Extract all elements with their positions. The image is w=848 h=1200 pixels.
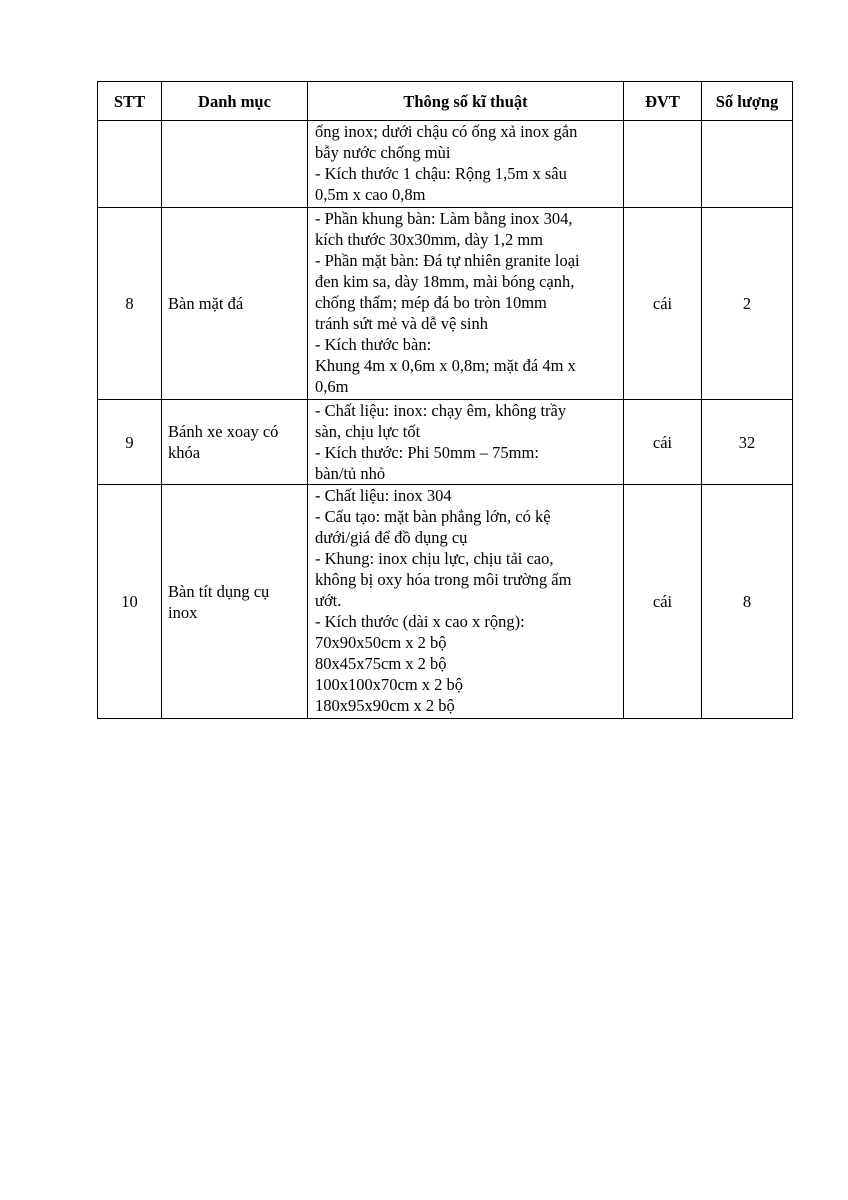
spec-line: - Kích thước (dài x cao x rộng):: [315, 612, 525, 631]
cell-category: [162, 121, 308, 208]
spec-line: - Phần khung bàn: Làm bằng inox 304,: [315, 209, 573, 228]
spec-line: - Kích thước 1 chậu: Rộng 1,5m x sâu: [315, 164, 567, 183]
spec-line: 0,6m: [315, 377, 349, 396]
spec-line: 100x100x70cm x 2 bộ: [315, 675, 464, 694]
spec-line: - Kích thước bàn:: [315, 335, 432, 354]
header-unit: ĐVT: [624, 82, 702, 121]
cell-stt: 9: [98, 400, 162, 485]
cell-stt: 8: [98, 208, 162, 400]
header-quantity: Số lượng: [702, 82, 793, 121]
cell-quantity: [702, 121, 793, 208]
cell-unit: cái: [624, 208, 702, 400]
spec-line: - Cấu tạo: mặt bàn phẳng lớn, có kệ: [315, 507, 551, 526]
spec-line: - Phần mặt bàn: Đá tự nhiên granite loại: [315, 251, 580, 270]
spec-line: bàn/tủ nhỏ: [315, 464, 386, 483]
table-header-row: [98, 82, 793, 121]
spec-line: - Khung: inox chịu lực, chịu tải cao,: [315, 549, 554, 568]
spec-line: tránh sứt mẻ và dễ vệ sinh: [315, 314, 488, 333]
cell-spec: [308, 121, 624, 208]
spec-line: không bị oxy hóa trong môi trường ẩm: [315, 570, 572, 589]
spec-line: - Kích thước: Phi 50mm – 75mm:: [315, 443, 539, 462]
cell-spec: [308, 400, 624, 485]
cell-stt: [98, 121, 162, 208]
spec-line: - Chất liệu: inox: chạy êm, không trầy: [315, 401, 567, 420]
cell-quantity: 8: [702, 485, 793, 719]
table-row: [98, 485, 793, 719]
cell-unit: cái: [624, 485, 702, 719]
cell-stt: 10: [98, 485, 162, 719]
spec-line: kích thước 30x30mm, dày 1,2 mm: [315, 230, 544, 249]
spec-line: sàn, chịu lực tốt: [315, 422, 421, 441]
spec-line: 0,5m x cao 0,8m: [315, 185, 426, 204]
spec-line: 180x95x90cm x 2 bộ: [315, 696, 455, 715]
cell-unit: [624, 121, 702, 208]
header-spec: Thông số kĩ thuật: [308, 82, 624, 121]
cell-quantity: 2: [702, 208, 793, 400]
equipment-spec-table: [97, 81, 793, 719]
cell-spec: [308, 208, 624, 400]
cell-quantity: 32: [702, 400, 793, 485]
header-stt: STT: [98, 82, 162, 121]
spec-line: ướt.: [315, 591, 342, 610]
cell-spec: [308, 485, 624, 719]
spec-line: 80x45x75cm x 2 bộ: [315, 654, 447, 673]
table-row: [98, 400, 793, 485]
table-row: [98, 121, 793, 208]
spec-line: ống inox; dưới chậu có ống xả inox gắn: [315, 122, 578, 141]
header-category: Danh mục: [162, 82, 308, 121]
spec-line: - Chất liệu: inox 304: [315, 486, 452, 505]
cell-unit: cái: [624, 400, 702, 485]
cell-category: Bàn mặt đá: [162, 208, 308, 400]
spec-line: bẫy nước chống mùi: [315, 143, 451, 162]
table-row: [98, 208, 793, 400]
spec-line: 70x90x50cm x 2 bộ: [315, 633, 447, 652]
cell-category: Bánh xe xoay có khóa: [162, 400, 308, 485]
spec-line: đen kim sa, dày 18mm, mài bóng cạnh,: [315, 272, 575, 291]
spec-line: Khung 4m x 0,6m x 0,8m; mặt đá 4m x: [315, 356, 576, 375]
cell-category: Bàn tít dụng cụ inox: [162, 485, 308, 719]
spec-line: chống thấm; mép đá bo tròn 10mm: [315, 293, 547, 312]
spec-line: dưới/giá để đồ dụng cụ: [315, 528, 468, 547]
